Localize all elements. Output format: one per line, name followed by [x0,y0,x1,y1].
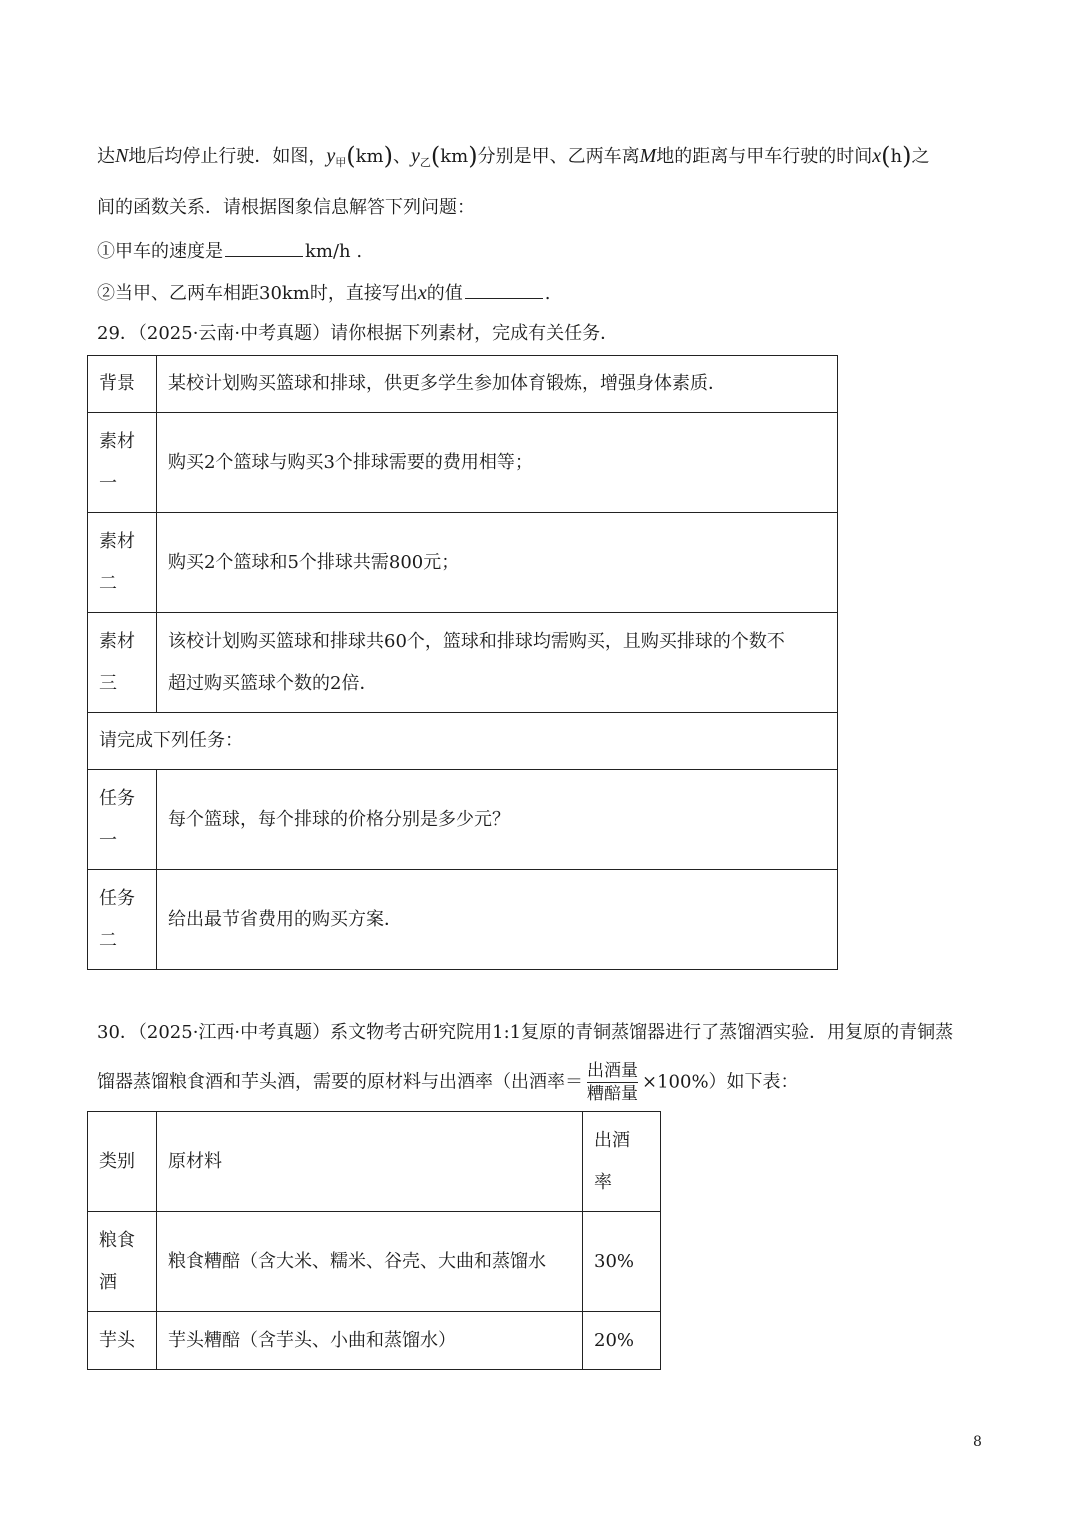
label-line: 任务 [99,787,135,809]
table-header-row [88,1112,661,1212]
row-label: 背景 [88,356,157,413]
label-line: 任务 [99,887,135,909]
row-content: 某校计划购买篮球和排球，供更多学生参加体育锻炼，增强身体素质． [157,356,838,413]
text-segment: 达 [97,146,115,167]
row-content: 给出最节省费用的购买方案． [157,870,838,970]
row-label [88,513,157,613]
table-row [88,1312,661,1370]
answer-blank[interactable] [225,238,303,257]
q28-line-1 [97,144,930,175]
row-content: 购买2个篮球和5个排球共需800元； [157,513,838,613]
header-line: 率 [594,1171,612,1193]
text-segment: 之 [911,146,930,167]
q28-line-4 [97,280,551,306]
subscript-yi: 乙 [419,156,431,169]
task-prompt: 请完成下列任务： [88,713,838,770]
fraction-denominator: 糟醅量 [587,1084,638,1104]
content-line: 该校计划购买篮球和排球共60个，篮球和排球均需购买，且购买排球的个数不 [168,630,785,652]
table-row [88,413,838,513]
page-number: 8 [973,1434,982,1450]
table-row [88,713,838,770]
cell-line: 粮食 [99,1229,135,1251]
unit-km: km [440,146,469,167]
q29-title: 29．（2025·云南·中考真题）请你根据下列素材，完成有关任务． [97,323,619,344]
q28-line-2: 间的函数关系．请根据图象信息解答下列问题： [97,197,475,218]
paren-open: ( [430,142,441,170]
formula-fraction [587,1060,638,1105]
var-y: y [410,145,420,167]
label-line: 二 [99,572,117,594]
var-N: N [115,145,129,167]
text-segment: 地的距离与甲车行驶的时间 [656,146,873,167]
table-row [88,356,838,413]
q29-table [87,355,838,970]
content-line: 超过购买篮球个数的2倍． [168,672,378,694]
text-segment: 分别是甲、乙两车离 [477,146,640,167]
label-line: 素材 [99,630,135,652]
label-line: 一 [99,472,117,494]
q30-table [87,1111,661,1370]
cell-category [88,1212,157,1312]
paren-close: ) [468,142,478,170]
unit-h: h [890,146,903,167]
cell-material: 芋头糟醅（含芋头、小曲和蒸馏水） [157,1312,583,1370]
text-segment: ①甲车的速度是 [97,241,223,262]
q28-line-3 [97,238,362,264]
paren-close: ) [383,142,393,170]
header-category: 类别 [88,1112,157,1212]
label-line: 素材 [99,530,135,552]
table-row [88,770,838,870]
paren-open: ( [346,142,356,170]
row-content: 购买2个篮球与购买3个排球需要的费用相等； [157,413,838,513]
cell-yield: 20% [583,1312,661,1370]
label-line: 一 [99,829,117,851]
cell-line: 酒 [99,1271,117,1293]
cell-yield: 30% [583,1212,661,1312]
text-segment: 的值 [426,283,463,304]
table-row [88,513,838,613]
cell-category: 芋头 [88,1312,157,1370]
header-yield [583,1112,661,1212]
row-label [88,413,157,513]
text-segment: 地后均停止行驶．如图， [128,146,327,167]
label-line: 素材 [99,430,135,452]
text-segment: . [544,283,551,304]
text-segment: ×100%）如下表： [642,1071,799,1093]
fraction-numerator: 出酒量 [587,1061,638,1081]
var-x: x [872,145,882,167]
label-line: 二 [99,929,117,951]
var-M: M [639,145,657,167]
text-segment: 、 [392,146,411,167]
row-content: 每个篮球，每个排球的价格分别是多少元？ [157,770,838,870]
table-row [88,613,838,713]
var-y: y [326,145,336,167]
paren-open: ( [881,142,891,170]
var-x: x [417,282,427,304]
row-label [88,870,157,970]
row-label [88,770,157,870]
unit-km: km [355,146,384,167]
table-row [88,1212,661,1312]
answer-blank[interactable] [465,280,543,299]
header-material: 原材料 [157,1112,583,1212]
row-label [88,613,157,713]
text-segment: ②当甲、乙两车相距30km时，直接写出 [97,283,418,304]
q30-line-1: 30．（2025·江西·中考真题）系文物考古研究院用1:1复原的青铜蒸馏器进行了蒸馏酒实验．用复原的青铜蒸 [97,1022,954,1043]
text-segment: km/h . [305,241,363,262]
row-content [157,613,838,713]
subscript-jia: 甲 [335,156,347,169]
q30-line-2 [97,1060,799,1105]
table-row [88,870,838,970]
paren-close: ) [902,142,912,170]
cell-material: 粮食糟醅（含大米、糯米、谷壳、大曲和蒸馏水 [157,1212,583,1312]
label-line: 三 [99,672,117,694]
header-line: 出酒 [594,1129,630,1151]
text-segment: 馏器蒸馏粮食酒和芋头酒，需要的原材料与出酒率（出酒率＝ [97,1071,583,1093]
